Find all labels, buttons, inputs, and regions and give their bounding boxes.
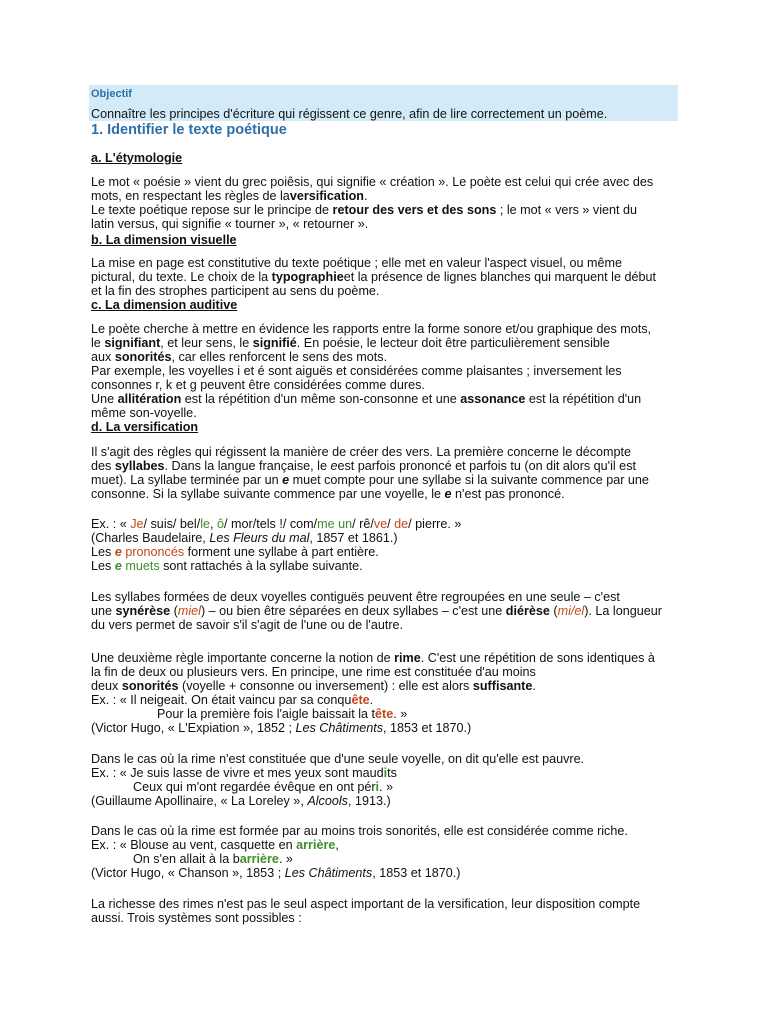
paragraph-etymologie: Le mot « poésie » vient du grec poiêsis, qui signifie « création ». Le poète est celui qui crée avec des mots, en respectant les règles de laversification. Le texte poétique repose sur le principe de retour des vers et des sons ; le mot « vers » vient du latin versus, qui signifie « tourner », « retourner ». [91, 175, 654, 231]
paragraph-visuelle: La mise en page est constitutive du texte poétique ; elle met en valeur l'aspect visuel, ou même pictural, du texte. Le choix de la typographieet la présence de lignes blanches qui marquent le début et la fin des strophes participent au sens du poème. [91, 256, 656, 298]
section-title: 1. Identifier le texte poétique [91, 122, 287, 138]
example-baudelaire: Ex. : « Je/ suis/ bel/le, ô/ mor/tels !/ com/me un/ rê/ve/ de/ pierre. » (Charles Baudelaire, Les Fleurs du mal, 1857 et 1861.) Les e prononcés forment une syllabe à part entière. Les e muets sont rattachés à la syllabe suivante. [91, 517, 462, 573]
objectif-text: Connaître les principes d'écriture qui régissent ce genre, afin de lire correctement un poème. [91, 107, 608, 121]
paragraph-rime: Une deuxième règle importante concerne la notion de rime. C'est une répétition de sons identiques à la fin de deux ou plusieurs vers. En principe, une rime est constituée d'au moins deux sonorités (voyelle + consonne ou inversement) : elle est alors suffisante. Ex. : « Il neigeait. On était vaincu par sa conquête. Pour la première fois l'aigle baissait la tête. » (Victor Hugo, « L'Expiation », 1852 ; Les Châtiments, 1853 et 1870.) [91, 651, 655, 735]
heading-versification: d. La versification [91, 420, 199, 434]
paragraph-synerese: Les syllabes formées de deux voyelles contiguës peuvent être regroupées en une seule – c'est une synérèse (miel) – ou bien être séparées en deux syllabes – c'est une diérèse (mi/el). La longueur du vers permet de savoir s'il s'agit de l'une ou de l'autre. [91, 590, 662, 632]
paragraph-rime-pauvre: Dans le cas où la rime n'est constituée que d'une seule voyelle, on dit qu'elle est pauvre. Ex. : « Je suis lasse de vivre et mes yeux sont maudits Ceux qui m'ont regardée évêque en ont péri. » (Guillaume Apollinaire, « La Loreley », Alcools, 1913.) [91, 752, 585, 808]
paragraph-auditive: Le poète cherche à mettre en évidence les rapports entre la forme sonore et/ou graphique des mots, le signifiant, et leur sens, le signifié. En poésie, le lecteur doit être particulièrement sensible aux sonorités, car elles renforcent le sens des mots. Par exemple, les voyelles i et é sont aiguës et considérées comme plaisantes ; inversement les consonnes r, k et g peuvent être considérées comme dures. Une allitération est la répétition d'un même son-consonne et une assonance est la répétition d'un même son-voyelle. [91, 322, 652, 420]
heading-etymologie: a. L'étymologie [91, 151, 183, 165]
heading-auditive: c. La dimension auditive [91, 298, 238, 312]
paragraph-versification: Il s'agit des règles qui régissent la manière de créer des vers. La première concerne le décompte des syllabes. Dans la langue française, le eest parfois prononcé et parfois tu (on dit alors qu'il est muet). La syllabe terminée par un e muet compte pour une syllabe si la suivante commence par une consonne. Si la syllabe suivante commence par une voyelle, le e n'est pas prononcé. [91, 445, 649, 501]
paragraph-rime-riche: Dans le cas où la rime est formée par au moins trois sonorités, elle est considérée comme riche. Ex. : « Blouse au vent, casquette en arrière, On s'en allait à la barrière. » (Victor Hugo, « Chanson », 1853 ; Les Châtiments, 1853 et 1870.) [91, 824, 628, 880]
heading-visuelle: b. La dimension visuelle [91, 233, 237, 247]
objectif-title: Objectif [91, 88, 132, 100]
paragraph-disposition: La richesse des rimes n'est pas le seul aspect important de la versification, leur disposition compte aussi. Trois systèmes sont possibles : [91, 897, 641, 925]
